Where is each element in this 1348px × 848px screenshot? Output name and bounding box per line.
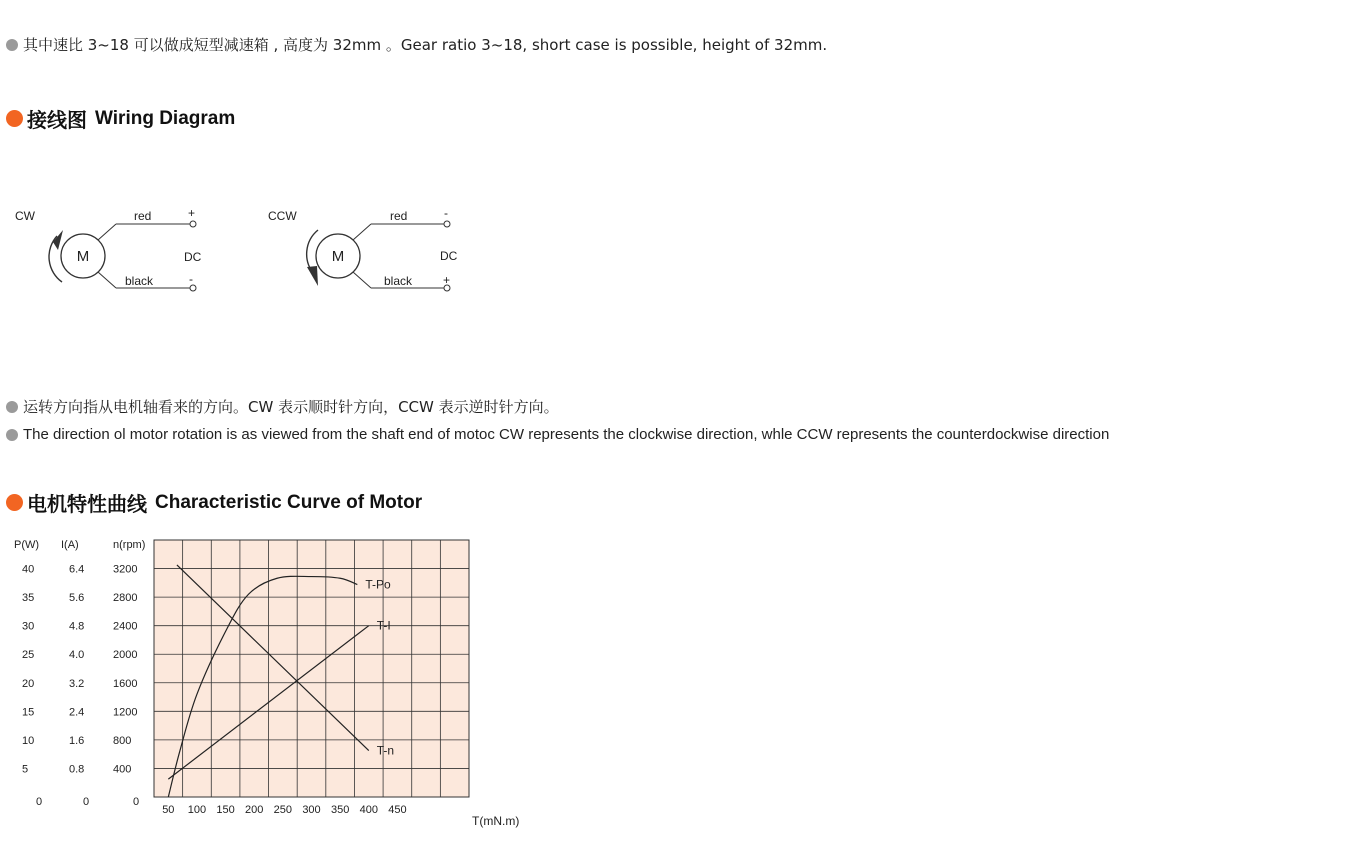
x-tick-label: 450 (388, 804, 407, 816)
curve-heading (6, 488, 422, 517)
curve-title-en: Characteristic Curve of Motor (155, 491, 423, 513)
plot-area (154, 540, 469, 797)
y-tick-label: 0 (133, 796, 140, 808)
cw-black-label: black (125, 274, 154, 288)
y-tick-label: 4.8 (69, 620, 85, 633)
bullet-icon (6, 429, 18, 441)
cw-wiring-diagram (10, 200, 220, 300)
y-tick-label: 400 (113, 763, 132, 776)
ccw-top-sign: - (444, 206, 448, 220)
x-tick-label: 300 (302, 804, 321, 816)
x-tick-label: 350 (330, 804, 350, 816)
cw-dc-label: DC (184, 250, 202, 264)
y-tick-label: 800 (113, 734, 132, 747)
x-axis-title: T(mN.m) (472, 814, 520, 828)
cw-red-label: red (134, 209, 152, 223)
y-tick-label: 40 (22, 563, 35, 576)
y-tick-label: 15 (22, 706, 35, 719)
section-bullet-icon (6, 494, 23, 511)
y-tick-label: 5 (22, 763, 29, 776)
y-tick-label: 0 (36, 796, 43, 808)
intro-line (6, 34, 827, 55)
wiring-title-en: Wiring Diagram (95, 107, 236, 129)
section-bullet-icon (6, 110, 23, 127)
wiring-heading (6, 104, 235, 133)
y-axis-title: P(W) (14, 539, 40, 551)
y-tick-label: 4.0 (69, 649, 85, 662)
series-label: T-Po (365, 577, 391, 592)
x-tick-label: 200 (245, 804, 264, 816)
wiring-title-zh: 接线图 (27, 108, 87, 132)
ccw-dc-label: DC (440, 249, 458, 263)
y-tick-label: 5.6 (69, 592, 85, 605)
ccw-red-label: red (390, 209, 408, 223)
y-tick-label: 20 (22, 677, 35, 690)
note-zh: 运转方向指从电机轴看来的方向。CW 表示顺时针方向，CCW 表示逆时针方向。 (23, 398, 559, 416)
y-tick-label: 1600 (113, 677, 138, 690)
ccw-motor-letter: M (331, 248, 345, 265)
ccw-black-label: black (384, 274, 413, 288)
y-tick-label: 1200 (113, 706, 138, 719)
x-tick-label: 50 (162, 804, 175, 816)
ccw-arrow-icon (307, 266, 318, 286)
ccw-wiring-diagram (266, 200, 476, 300)
note-en-line (6, 426, 1109, 443)
y-axis-title: n(rpm) (113, 539, 146, 551)
cw-motor-letter: M (76, 248, 90, 265)
x-tick-label: 400 (359, 804, 378, 816)
y-axis-labels (14, 539, 145, 808)
y-tick-label: 10 (22, 734, 35, 747)
y-tick-label: 6.4 (69, 563, 85, 576)
y-tick-label: 1.6 (69, 734, 85, 747)
x-tick-label: 100 (187, 804, 207, 816)
cw-label: CW (15, 209, 35, 223)
note-en: The direction ol motor rotation is as viewed from the shaft end of motoc CW represents the clockwise direction, whle CCW represents the counterdockwise direction (23, 426, 1110, 443)
x-axis-labels (162, 804, 406, 816)
y-tick-label: 3200 (113, 563, 138, 576)
bullet-icon (6, 39, 18, 51)
y-tick-label: 2.4 (69, 706, 85, 719)
terminal-icon (190, 221, 196, 227)
y-tick-label: 2000 (113, 649, 138, 662)
cw-top-sign: + (188, 206, 196, 220)
note-zh-line (6, 396, 559, 417)
y-axis-title: I(A) (61, 539, 79, 551)
characteristic-chart (0, 530, 540, 840)
ccw-label: CCW (268, 209, 297, 223)
ccw-bottom-sign: + (443, 273, 451, 287)
x-tick-label: 150 (216, 804, 235, 816)
series-label: T-I (376, 618, 391, 633)
y-tick-label: 30 (22, 620, 35, 633)
cw-bottom-sign: - (189, 272, 193, 286)
y-tick-label: 0.8 (69, 763, 85, 776)
series-label: T-n (376, 743, 395, 758)
y-tick-label: 3.2 (69, 677, 85, 690)
curve-title-zh: 电机特性曲线 (27, 492, 147, 516)
y-tick-label: 2800 (113, 592, 138, 605)
terminal-icon (444, 221, 450, 227)
x-tick-label: 250 (273, 804, 293, 816)
y-tick-label: 25 (22, 649, 35, 662)
y-tick-label: 35 (22, 592, 35, 605)
y-tick-label: 2400 (113, 620, 138, 633)
intro-text: 其中速比 3~18 可以做成短型减速箱 , 高度为 32mm 。Gear ratio 3~18, short case is possible, height of 32mm. (23, 36, 828, 54)
y-tick-label: 0 (83, 796, 90, 808)
bullet-icon (6, 401, 18, 413)
